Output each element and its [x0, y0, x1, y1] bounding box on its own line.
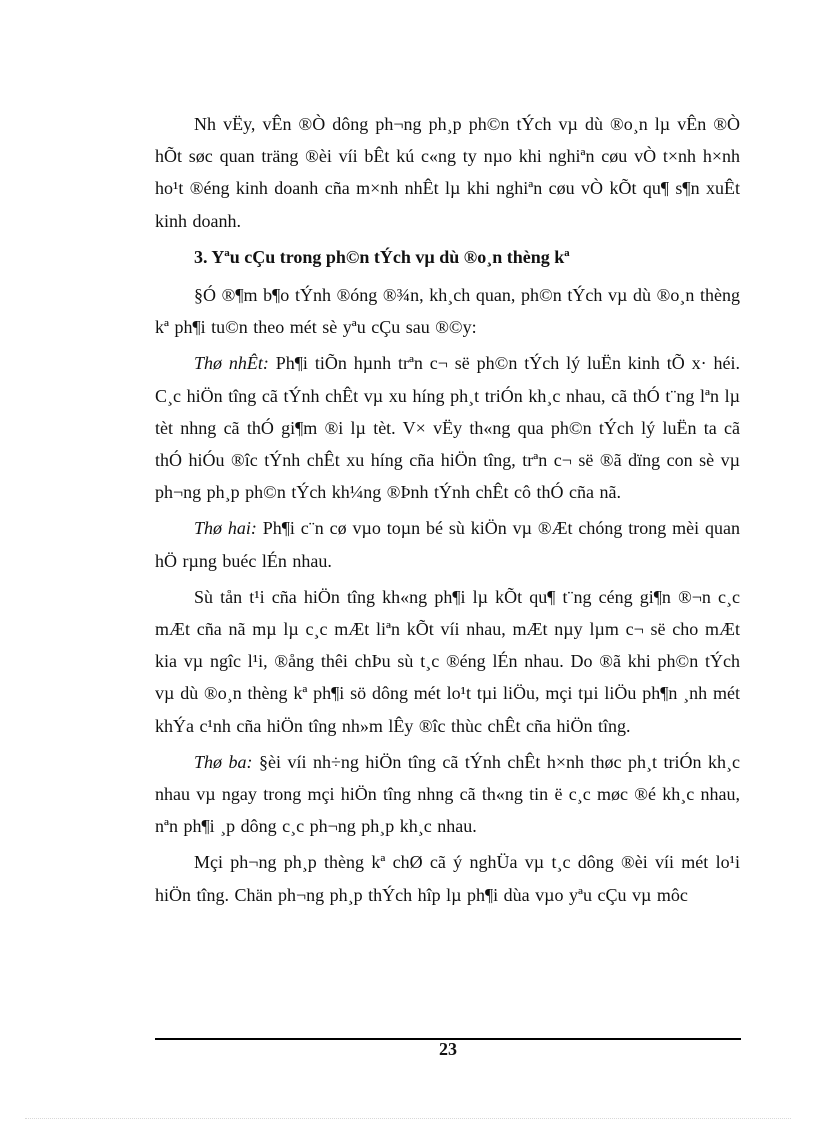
second-text: Ph¶i c¨n cø vµo toµn bé sù kiÖn vµ ®Æt chóng trong mèi quan hÖ rµng buéc lÉn nhau. [155, 518, 740, 571]
paragraph-third [155, 746, 740, 843]
paragraph-second [155, 512, 740, 576]
third-text: §èi víi nh÷ng hiÖn tîng cã tÝnh chÊt h×nh thøc ph¸t triÓn kh¸c nhau vµ ngay trong mçi hiÖn tîng nhng cã th«ng tin ë c¸c møc ®é kh¸c nhau, nªn ph¶i ¸p dông c¸c ph¬ng ph¸p kh¸c nhau. [155, 751, 740, 837]
first-lead: Thø nhÊt: [194, 353, 269, 374]
paragraph-methods: Mçi ph¬ng ph¸p thèng kª chØ cã ý nghÜa vµ t¸c dông ®èi víi mét lo¹i hiÖn tîng. Chän ph¬ng ph¸p thÝch hîp lµ ph¶i dùa vµo yªu cÇu vµ môc [155, 852, 740, 905]
page-number: 23 [439, 1039, 457, 1059]
paragraph-existence: Sù tån t¹i cña hiÖn tîng kh«ng ph¶i lµ kÕt qu¶ t¨ng céng gi¶n ®¬n c¸c mÆt cña nã mµ lµ c¸c mÆt liªn kÕt víi nhau, mÆt nµy lµm c¬ së cho mÆt kia vµ ngîc l¹i, ®ång thêi chÞu sù t¸c ®éng lÉn nhau. Do ®ã khi ph©n tÝch vµ dù ®o¸n thèng kª ph¶i sö dông mét lo¹t tµi liÖu, mçi tµi liÖu ph¶n ¸nh mét khÝa c¹nh cña hiÖn tîng nh»m lÊy ®îc thùc chÊt cña hiÖn tîng. [155, 586, 740, 736]
paragraph-requirements: §Ó ®¶m b¶o tÝnh ®óng ®¾n, kh¸ch quan, ph©n tÝch vµ dù ®o¸n thèng kª ph¶i tu©n theo mét sè yªu cÇu sau ®©y: [155, 285, 740, 338]
second-lead: Thø hai: [194, 518, 257, 539]
body-text [155, 108, 740, 915]
paragraph-first [155, 347, 740, 508]
page-bottom-divider [25, 1118, 791, 1119]
paragraph-intro: Nh vËy, vÊn ®Ò dông ph¬ng ph¸p ph©n tÝch vµ dù ®o¸n lµ vÊn ®Ò hÕt søc quan träng ®èi víi bÊt kú c«ng ty nµo khi nghiªn cøu vÒ t×nh h×nh ho¹t ®éng kinh doanh cña m×nh nhÊt lµ khi nghiªn cøu vÒ kÕt qu¶ s¶n xuÊt kinh doanh. [155, 114, 740, 231]
section-heading: 3. Yªu cÇu trong ph©n tÝch vµ dù ®o¸n thèng kª [194, 246, 570, 267]
third-lead: Thø ba: [194, 751, 253, 772]
first-text: Ph¶i tiÕn hµnh trªn c¬ së ph©n tÝch lý luËn kinh tÕ x· héi. C¸c hiÖn tîng cã tÝnh chÊt vµ xu híng ph¸t triÓn kh¸c nhau, cã thÓ t¨ng lªn lµ tèt nhng cã thÓ gi¶m ®i lµ tèt. V× vËy th«ng qua ph©n tÝch lý luËn ta cã thÓ hiÓu ®îc tÝnh chÊt xu híng cña hiÖn tîng, trªn c¬ së ®ã dïng con sè vµ ph¬ng ph¸p ph©n tÝch kh¼ng ®Þnh tÝnh chÊt cô thÓ cña nã. [155, 353, 740, 503]
